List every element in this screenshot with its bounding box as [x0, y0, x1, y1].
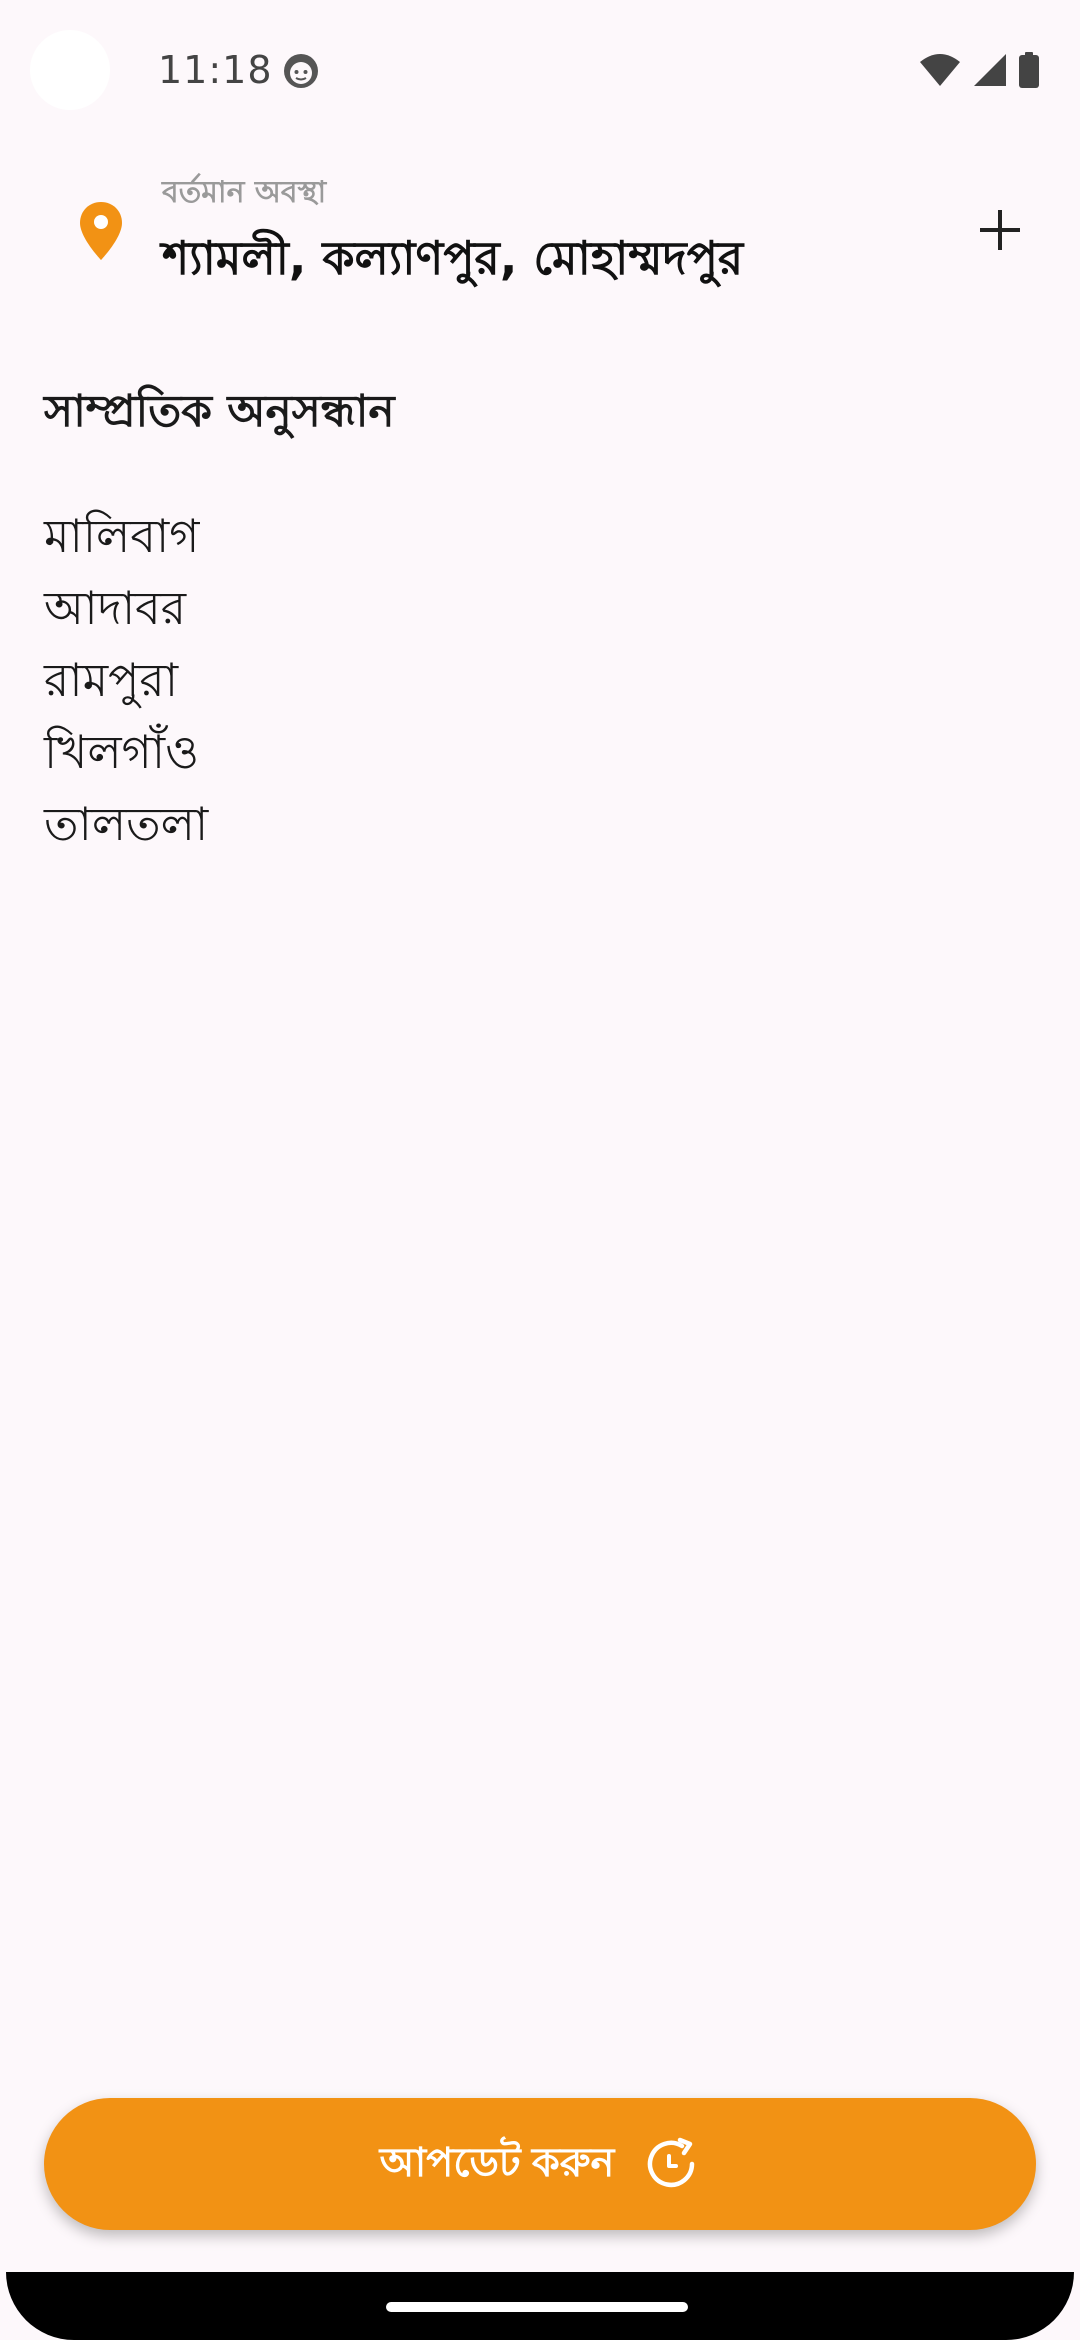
recent-searches-title: সাম্প্রতিক অনুসন্ধান — [44, 386, 395, 437]
location-pin-icon — [78, 200, 124, 262]
wifi-icon — [918, 52, 962, 88]
face-icon — [282, 52, 320, 90]
battery-icon — [1018, 52, 1040, 88]
update-button[interactable] — [44, 2098, 1036, 2230]
cellular-icon — [972, 52, 1008, 88]
recent-search-item[interactable]: রামপুরা — [44, 653, 179, 707]
plus-icon[interactable] — [970, 200, 1030, 260]
recent-search-item[interactable]: মালিবাগ — [44, 509, 200, 563]
home-gesture-handle[interactable] — [386, 2302, 688, 2312]
recent-search-item[interactable]: আদাবর — [44, 581, 187, 635]
update-button-label: আপডেট করুন — [379, 2140, 615, 2185]
status-icons — [918, 50, 1040, 90]
current-location-label: বর্তমান অবস্থা — [162, 175, 327, 210]
recent-searches-list — [44, 500, 208, 860]
recent-search-item[interactable]: তালতলা — [44, 797, 209, 851]
camera-cutout — [30, 30, 110, 110]
recent-search-item[interactable]: খিলগাঁও — [44, 725, 199, 779]
status-bar — [0, 0, 1080, 140]
current-location-text[interactable]: শ্যামলী, কল্যাণপুর, মোহাম্মদপুর — [162, 231, 744, 285]
status-time: 11:18 — [158, 48, 273, 92]
location-header — [0, 160, 1080, 310]
refresh-icon — [644, 2136, 700, 2192]
